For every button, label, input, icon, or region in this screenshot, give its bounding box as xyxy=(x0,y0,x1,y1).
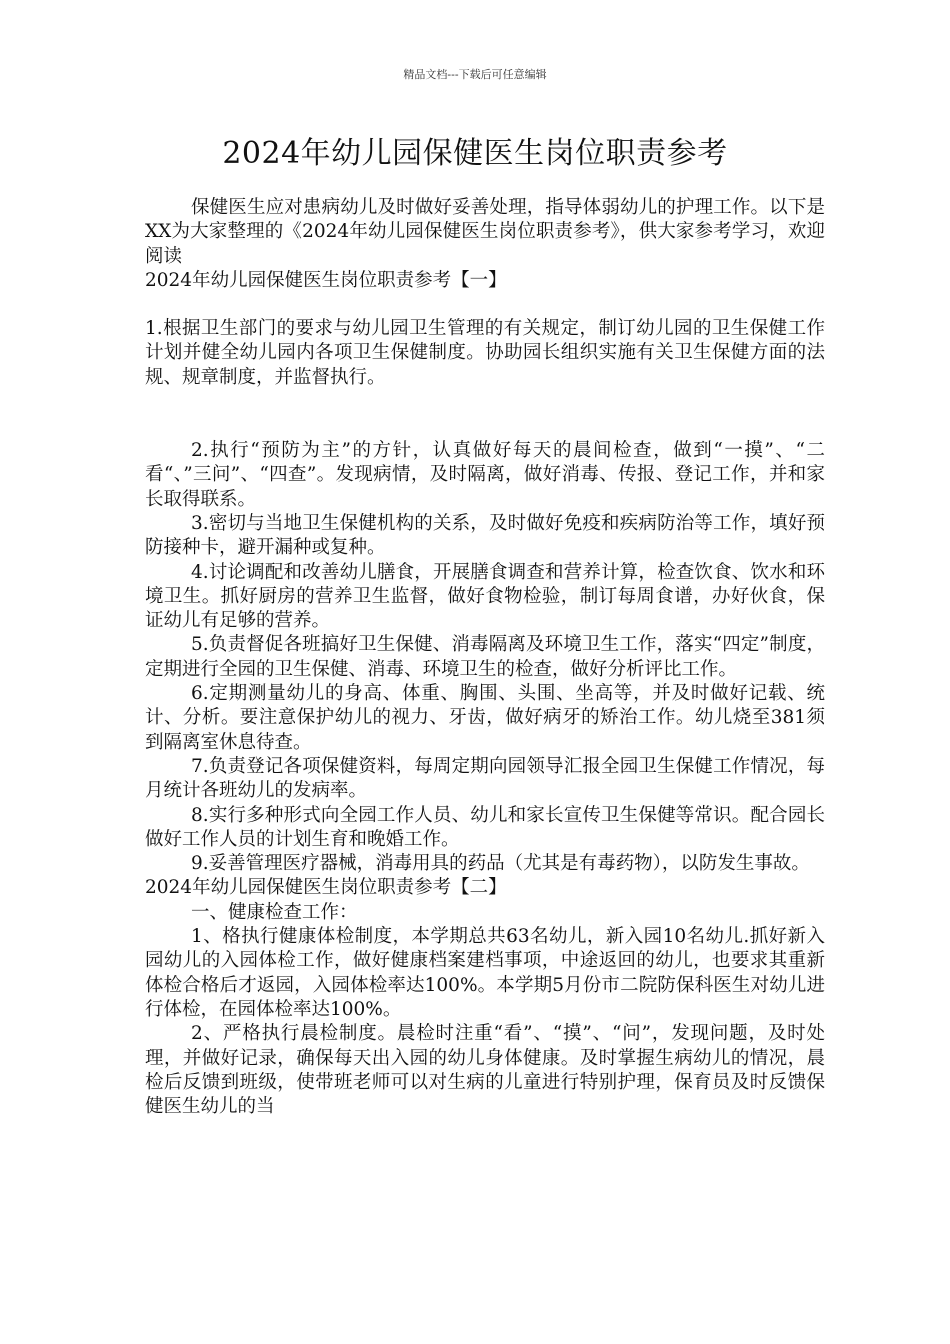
paragraph-item-5: 5.负责督促各班搞好卫生保健、消毒隔离及环境卫生工作，落实“四定”制度，定期进行全园的卫生保健、消毒、环境卫生的检查，做好分析评比工作。 xyxy=(145,634,825,680)
section-heading-2: 2024年幼儿园保健医生岗位职责参考【二】 xyxy=(145,877,507,899)
paragraph-item-6: 6.定期测量幼儿的身高、体重、胸围、头围、坐高等，并及时做好记载、统计、分析。要注意保护幼儿的视力、牙齿，做好病牙的矫治工作。幼儿烧至381须到隔离室休息待查。 xyxy=(145,683,825,753)
subheading-health-check: 一、健康检查工作： xyxy=(191,901,358,923)
paragraph-health-item-1: 1、格执行健康体检制度，本学期总共63名幼儿，新入园10名幼儿.抓好新入园幼儿的入园体检工作，做好健康档案建档事项，中途返回的幼儿，也要求其重新体检合格后才返园，入园体检率达100%。本学期5月份市二院防保科医生对幼儿进行体检，在园体检率达100%。 xyxy=(145,926,825,1020)
page-header-note: 精品文档---下载后可任意编辑 xyxy=(403,68,547,81)
paragraph-item-7: 7.负责登记各项保健资料，每周定期向园领导汇报全园卫生保健工作情况，每月统计各班幼儿的发病率。 xyxy=(145,755,825,802)
paragraph-item-2: 2.执行“预防为主”的方针，认真做好每天的晨间检查，做到“一摸”、“二看“、”三问”、“四查”。发现病情，及时隔离，做好消毒、传报、登记工作，并和家长取得联系。 xyxy=(145,440,825,510)
intro-paragraph: 保健医生应对患病幼儿及时做好妥善处理，指导体弱幼儿的护理工作。以下是XX为大家整理的《2024年幼儿园保健医生岗位职责参考》，供大家参考学习，欢迎阅读 xyxy=(145,197,825,267)
section-heading-1: 2024年幼儿园保健医生岗位职责参考【一】 xyxy=(145,269,507,291)
paragraph-item-8: 8.实行多种形式向全园工作人员、幼儿和家长宣传卫生保健等常识。配合园长做好工作人员的计划生育和晚婚工作。 xyxy=(145,804,825,850)
spacer xyxy=(145,293,825,317)
paragraph-item-4: 4.讨论调配和改善幼儿膳食，开展膳食调查和营养计算，检查饮食、饮水和环境卫生。抓好厨房的营养卫生监督，做好食物检验，制订每周食谱，办好伙食，保证幼儿有足够的营养。 xyxy=(145,561,825,632)
paragraph-health-item-2: 2、严格执行晨检制度。晨检时注重“看”、“摸”、“问”，发现问题，及时处理，并做好记录，确保每天出入园的幼儿身体健康。及时掌握生病幼儿的情况，晨检后反馈到班级，使带班老师可以对生病的儿童进行特别护理，保育员及时反馈保健医生幼儿的当 xyxy=(145,1023,825,1118)
paragraph-item-3: 3.密切与当地卫生保健机构的关系，及时做好免疫和疾病防治等工作，填好预防接种卡，避开漏种或复种。 xyxy=(145,512,825,559)
document-title: 2024年幼儿园保健医生岗位职责参考 xyxy=(222,136,728,171)
paragraph-item-9: 9.妥善管理医疗器械，消毒用具的药品（尤其是有毒药物），以防发生事故。 xyxy=(191,853,810,875)
paragraph-item-1: 1.根据卫生部门的要求与幼儿园卫生管理的有关规定，制订幼儿园的卫生保健工作计划并健全幼儿园内各项卫生保健制度。协助园长组织实施有关卫生保健方面的法规、规章制度，并监督执行。 xyxy=(145,318,825,388)
spacer xyxy=(145,390,825,439)
document-body xyxy=(145,196,825,1119)
